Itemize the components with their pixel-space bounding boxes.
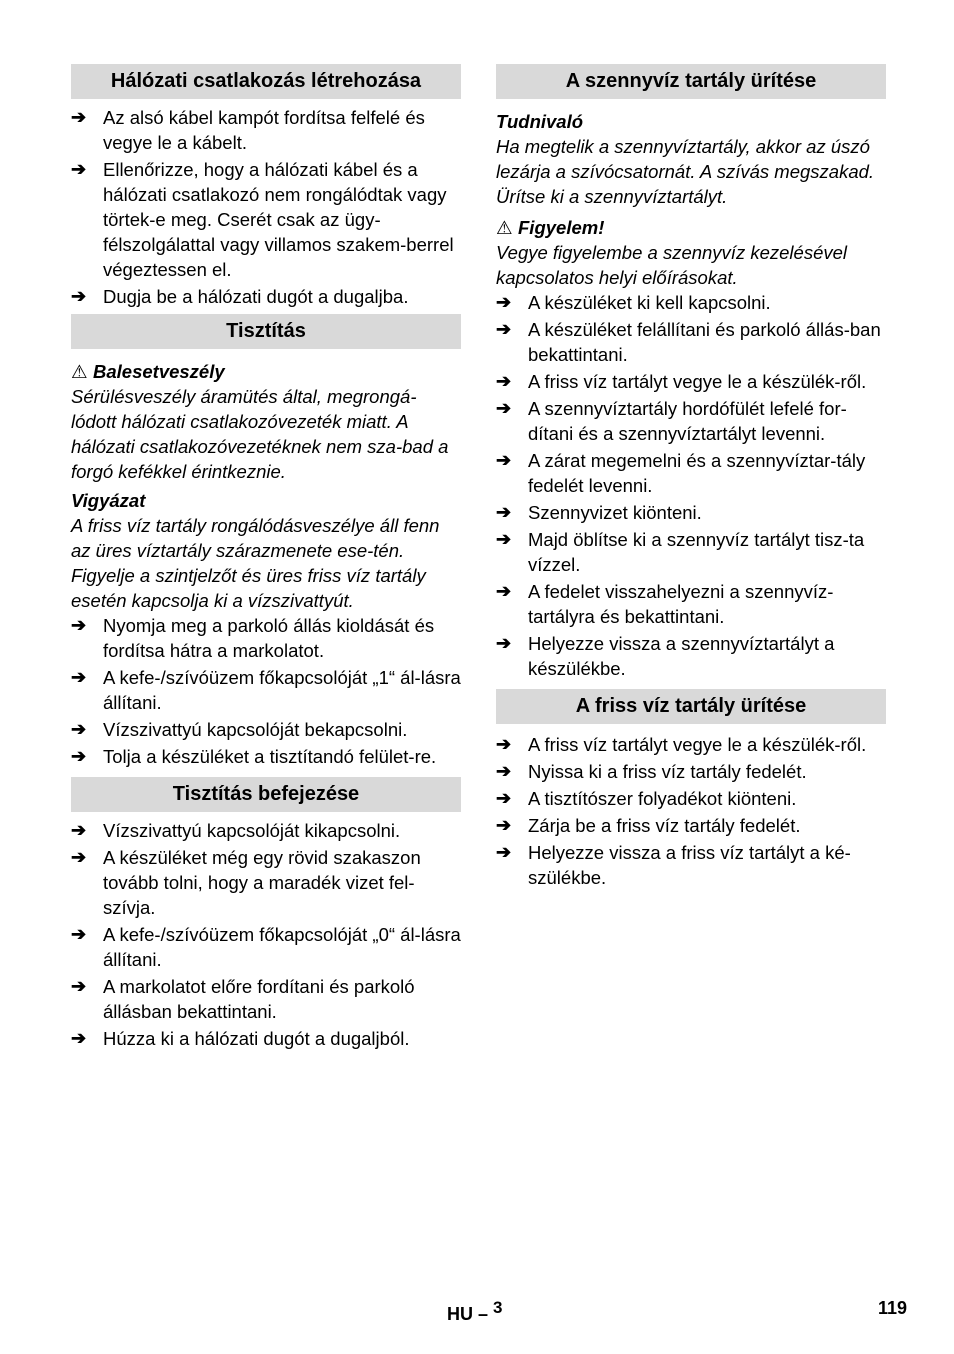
list-item: ➔ Nyomja meg a parkoló állás kioldását és fordítsa hátra a markolatot. (71, 615, 435, 661)
warning-triangle-icon: ⚠ (496, 217, 513, 238)
arrow-right-icon: ➔ (496, 398, 512, 418)
list-item: ➔ A friss víz tartályt vegye le a készülék-ről. (496, 734, 867, 755)
note-text: Ha megtelik a szennyvíztartály, akkor az úszó lezárja a szívócsatornát. A szívás megszakad. Ürítse ki a szennyvíztartályt. (496, 136, 875, 207)
network-connection-steps (71, 105, 461, 309)
list-item: ➔ Az alsó kábel kampót fordítsa felfelé és vegye le a kábelt. (71, 107, 425, 153)
warning-triangle-icon: ⚠ (71, 361, 88, 382)
list-item: ➔ Helyezze vissza a szennyvíztartályt a készülékbe. (496, 633, 835, 679)
arrow-right-icon: ➔ (496, 633, 512, 653)
empty-wastewater-steps (496, 290, 886, 681)
list-item: ➔ Dugja be a hálózati dugót a dugaljba. (71, 286, 409, 307)
list-item: ➔ Tolja a készüléket a tisztítandó felület-re. (71, 746, 437, 767)
list-item: ➔ A kefe-/szívóüzem főkapcsolóját „1“ ál-lásra állítani. (71, 667, 461, 713)
arrow-right-icon: ➔ (71, 847, 87, 867)
section-title-network-connection: Hálózati csatlakozás létrehozása (71, 64, 461, 99)
arrow-right-icon: ➔ (496, 450, 512, 470)
cleaning-steps (71, 613, 461, 769)
section-title-cleaning: Tisztítás (71, 314, 461, 349)
arrow-right-icon: ➔ (496, 292, 512, 312)
arrow-right-icon: ➔ (71, 667, 87, 687)
right-column (496, 64, 886, 892)
list-item: ➔ A friss víz tartályt vegye le a készülék-ről. (496, 371, 867, 392)
arrow-right-icon: ➔ (71, 1028, 87, 1048)
list-item: ➔ Majd öblítse ki a szennyvíz tartályt tisz-ta vízzel. (496, 529, 865, 575)
danger-text: Sérülésveszély áramütés által, megrongá-lódott hálózati csatlakozóvezeték miatt. A hálózati csatlakozóvezetéknek nem sza-bad a forgó kefékkel érintkeznie. (71, 386, 449, 482)
section-title-empty-fresh-water: A friss víz tartály ürítése (496, 689, 886, 724)
arrow-right-icon: ➔ (496, 529, 512, 549)
note-label: Tudnivaló (496, 111, 584, 132)
finish-cleaning-steps (71, 818, 461, 1051)
arrow-right-icon: ➔ (71, 746, 87, 766)
list-item: ➔ Szennyvizet kiönteni. (496, 502, 702, 523)
list-item: ➔ Nyissa ki a friss víz tartály fedelét. (496, 761, 807, 782)
arrow-right-icon: ➔ (71, 107, 87, 127)
section-title-empty-wastewater: A szennyvíz tartály ürítése (496, 64, 886, 99)
attention-label: ⚠ Figyelem! (496, 217, 605, 238)
list-item: ➔ Zárja be a friss víz tartály fedelét. (496, 815, 801, 836)
list-item: ➔ Vízszivattyú kapcsolóját kikapcsolni. (71, 820, 401, 841)
arrow-right-icon: ➔ (496, 734, 512, 754)
arrow-right-icon: ➔ (496, 842, 512, 862)
list-item: ➔ A markolatot előre fordítani és parkoló állásban bekattintani. (71, 976, 415, 1022)
attention-text: Vegye figyelembe a szennyvíz kezelésével kapcsolatos helyi előírásokat. (496, 242, 848, 288)
arrow-right-icon: ➔ (496, 502, 512, 522)
list-item: ➔ Helyezze vissza a friss víz tartályt a ké-szülékbe. (496, 842, 851, 888)
arrow-right-icon: ➔ (496, 371, 512, 391)
list-item: ➔ A készüléket ki kell kapcsolni. (496, 292, 771, 313)
page-number: 119 (878, 1298, 908, 1318)
arrow-right-icon: ➔ (71, 286, 87, 306)
arrow-right-icon: ➔ (71, 615, 87, 635)
empty-fresh-water-steps (496, 732, 886, 890)
arrow-right-icon: ➔ (496, 815, 512, 835)
arrow-right-icon: ➔ (71, 159, 87, 179)
left-column (71, 64, 461, 1053)
list-item: ➔ Húzza ki a hálózati dugót a dugaljból. (71, 1028, 410, 1049)
list-item: ➔ A készüléket felállítani és parkoló állás-ban bekattintani. (496, 319, 881, 365)
footer-section-label: HU – $^3$ (447, 1298, 503, 1324)
list-item: ➔ A fedelet visszahelyezni a szennyvíz-tartályra és bekattintani. (496, 581, 834, 627)
arrow-right-icon: ➔ (71, 820, 87, 840)
arrow-right-icon: ➔ (496, 761, 512, 781)
arrow-right-icon: ➔ (71, 976, 87, 996)
caution-text: A friss víz tartály rongálódásveszélye áll fenn az üres víztartály szárazmenete ese-tén. Figyelje a szintjelzőt és üres friss víz tartály esetén kapcsolja ki a vízszivattyút. (71, 515, 440, 611)
arrow-right-icon: ➔ (496, 788, 512, 808)
list-item: ➔ A szennyvíztartály hordófülét lefelé for-dítani és a szennyvíztartályt levenni. (496, 398, 847, 444)
arrow-right-icon: ➔ (71, 924, 87, 944)
list-item: ➔ A készüléket még egy rövid szakaszon tovább tolni, hogy a maradék vizet fel-szívja. (71, 847, 421, 918)
arrow-right-icon: ➔ (496, 581, 512, 601)
list-item: ➔ A tisztítószer folyadékot kiönteni. (496, 788, 797, 809)
danger-label: ⚠ Balesetveszély (71, 361, 225, 382)
section-title-finish-cleaning: Tisztítás befejezése (71, 777, 461, 812)
arrow-right-icon: ➔ (71, 719, 87, 739)
list-item: ➔ Vízszivattyú kapcsolóját bekapcsolni. (71, 719, 408, 740)
caution-label: Vigyázat (71, 490, 146, 511)
list-item: ➔ Ellenőrizze, hogy a hálózati kábel és a hálózati csatlakozó nem rongálódtak vagy törtek-e meg. Cserét csak az ügy-félszolgálattal vagy villamos szakem-berrel végeztessen el. (71, 159, 454, 280)
list-item: ➔ A kefe-/szívóüzem főkapcsolóját „0“ ál-lásra állítani. (71, 924, 461, 970)
arrow-right-icon: ➔ (496, 319, 512, 339)
list-item: ➔ A zárat megemelni és a szennyvíztar-tály fedelét levenni. (496, 450, 866, 496)
